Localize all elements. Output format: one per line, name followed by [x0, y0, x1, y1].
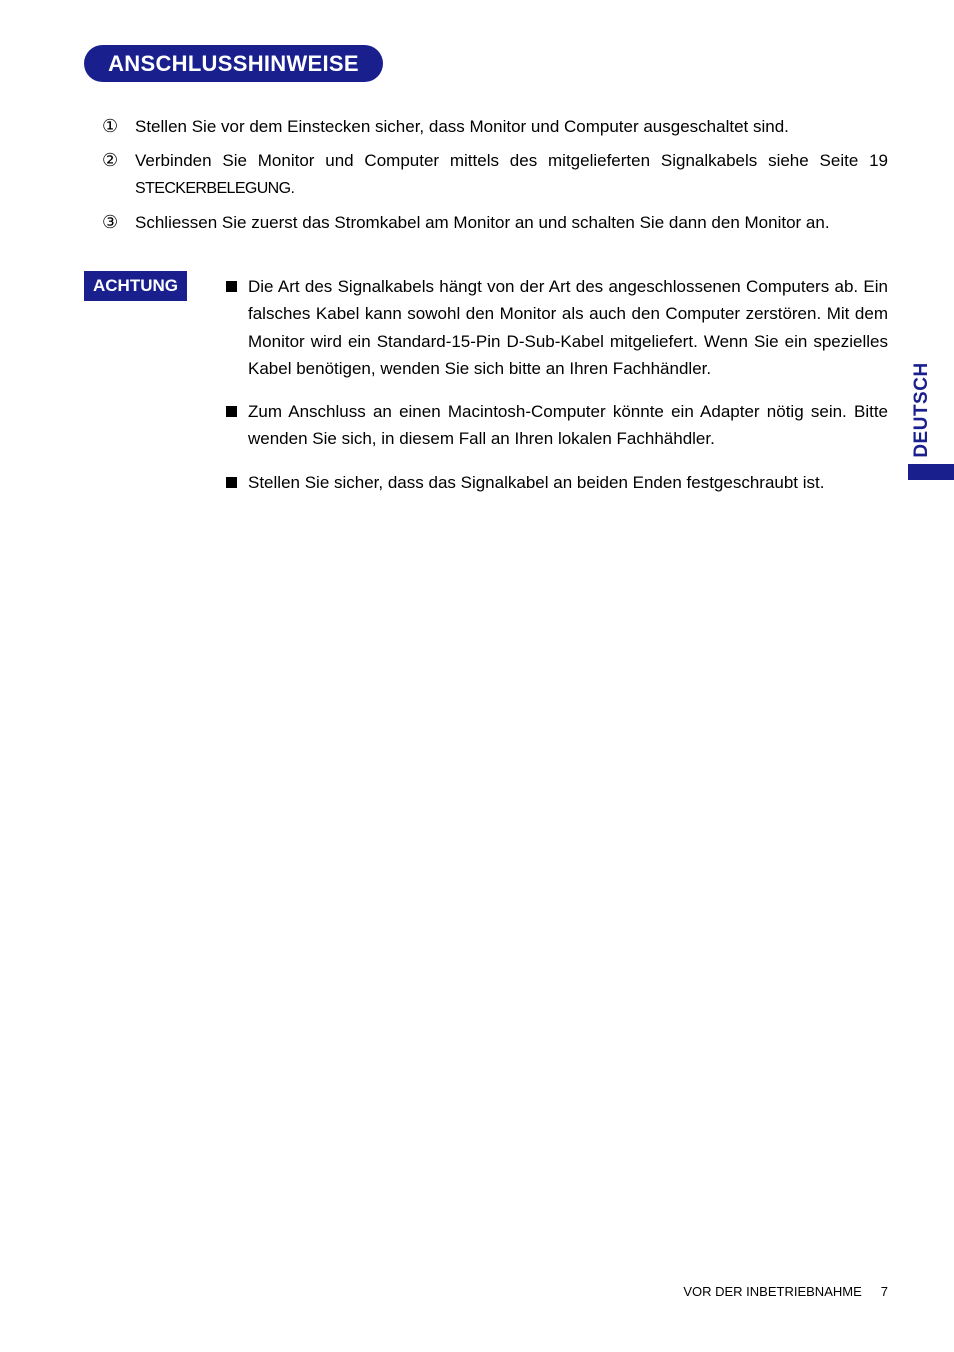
- page-footer: [683, 1284, 888, 1299]
- footer-section: VOR DER INBETRIEBNAHME: [683, 1284, 862, 1299]
- step-item: [102, 209, 888, 236]
- page-number: 7: [880, 1284, 888, 1299]
- language-tab-label: DEUTSCH: [911, 362, 932, 458]
- section-title-text: ANSCHLUSSHINWEISE: [108, 50, 359, 76]
- step-text: Verbinden Sie Monitor und Computer mittels des mitgelieferten Signalkabels siehe Seite 19: [135, 151, 888, 170]
- note-item: [226, 273, 888, 382]
- step-item: [102, 147, 888, 202]
- connection-steps: [102, 113, 888, 243]
- step-text: Stellen Sie vor dem Einstecken sicher, dass Monitor und Computer ausgeschaltet sind.: [135, 117, 789, 136]
- note-item: [226, 398, 888, 453]
- section-title: [84, 45, 383, 82]
- step-text: Schliessen Sie zuerst das Stromkabel am Monitor an und schalten Sie dann den Monitor an.: [135, 213, 830, 232]
- note-text: Die Art des Signalkabels hängt von der Art des angeschlossenen Computers ab. Ein falsches Kabel kann sowohl den Monitor als auch den Computer zerstören. Mit dem Monitor wird ein Standard-15-Pin D-Sub-Kabel mitgeliefert. Wenn Sie ein spezielles Kabel benötigen, wenden Sie sich bitte an Ihren Fachhändler.: [248, 277, 888, 378]
- square-bullet-icon: [226, 477, 237, 488]
- circled-number-1: ①: [102, 116, 119, 137]
- caution-label: [84, 271, 187, 301]
- circled-number-2: ②: [102, 150, 119, 171]
- step-reference: STECKERBELEGUNG.: [135, 180, 295, 197]
- caution-label-text: ACHTUNG: [93, 276, 178, 295]
- caution-notes: [226, 273, 888, 512]
- note-text: Zum Anschluss an einen Macintosh-Computer könnte ein Adapter nötig sein. Bitte wenden Sie sich, in diesem Fall an Ihren lokalen Fachhähdler.: [248, 402, 888, 449]
- note-text: Stellen Sie sicher, dass das Signalkabel an beiden Enden festgeschraubt ist.: [248, 472, 825, 492]
- language-tab-bar: [908, 464, 954, 480]
- square-bullet-icon: [226, 281, 237, 292]
- note-item: [226, 469, 888, 496]
- circled-number-3: ③: [102, 212, 119, 233]
- step-item: [102, 113, 888, 140]
- square-bullet-icon: [226, 406, 237, 417]
